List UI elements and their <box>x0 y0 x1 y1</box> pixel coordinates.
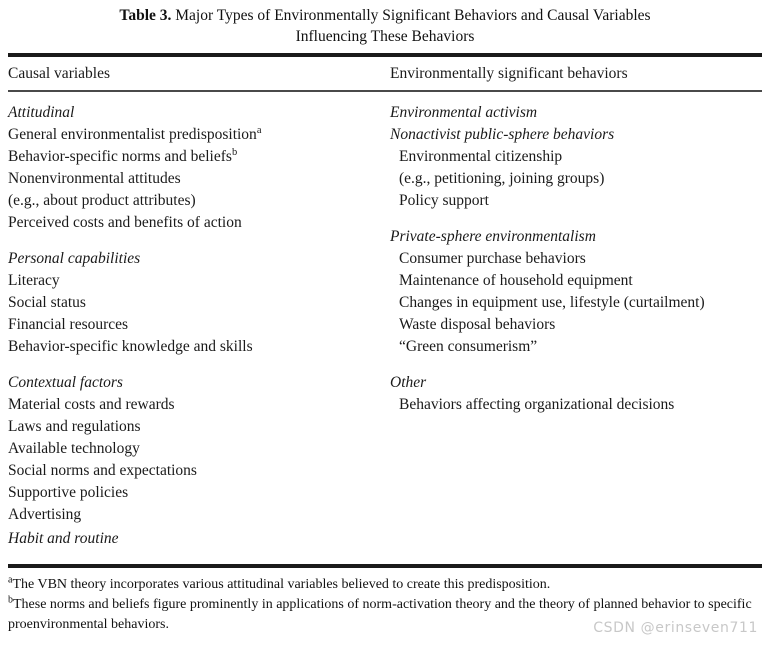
table-header-row <box>8 57 762 90</box>
table-title-line-1: Major Types of Environmentally Significant Behaviors and Causal Variables <box>175 7 651 24</box>
list-item: Nonenvironmental attitudes <box>8 170 181 187</box>
list-item: Policy support <box>399 192 489 209</box>
list-item: Social norms and expectations <box>8 462 197 479</box>
table-title-line-2: Influencing These Behaviors <box>295 28 475 45</box>
list-item: Advertising <box>8 506 82 523</box>
list-item: Behavior-specific knowledge and skills <box>8 338 253 355</box>
group-personal-capabilities <box>8 248 390 358</box>
list-item <box>8 146 390 168</box>
footnote-marker-b: b <box>231 146 238 158</box>
list-item: Environmental citizenship <box>399 148 563 165</box>
group-private-sphere-environmentalism <box>390 226 762 358</box>
list-item: Material costs and rewards <box>8 396 175 413</box>
list-item: Waste disposal behaviors <box>399 316 556 333</box>
footnote-marker-b-icon: b <box>8 594 13 606</box>
group-heading: Contextual factors <box>8 374 123 391</box>
footnote-marker-a-icon: a <box>8 574 13 586</box>
list-item: Literacy <box>8 272 60 289</box>
list-item: Supportive policies <box>8 484 129 501</box>
watermark: CSDN @erinseven711 <box>593 620 758 636</box>
list-item: Laws and regulations <box>8 418 141 435</box>
table-container <box>8 0 762 635</box>
group-other <box>390 372 762 416</box>
right-column <box>390 102 762 526</box>
group-environmental-activism <box>390 102 762 212</box>
footnote-a-text: The VBN theory incorporates various attitudinal variables believed to create this predisposition. <box>12 577 551 592</box>
group-contextual-factors <box>8 372 390 526</box>
footnote-b-text: These norms and beliefs figure prominently in applications of norm-activation theory and the theory of planned behavior to specific proenvironmental behaviors. <box>8 597 752 632</box>
list-item: (e.g., about product attributes) <box>8 192 196 209</box>
group-subheading: Nonactivist public-sphere behaviors <box>390 126 615 143</box>
footnote-a <box>8 575 756 595</box>
item-label: General environmentalist predisposition <box>8 126 257 143</box>
group-heading: Attitudinal <box>8 104 75 121</box>
list-item: Maintenance of household equipment <box>399 272 633 289</box>
group-heading: Environmental activism <box>390 104 538 121</box>
list-item: Changes in equipment use, lifestyle (curtailment) <box>399 294 705 311</box>
group-heading: Personal capabilities <box>8 250 141 267</box>
left-column <box>8 102 390 526</box>
table-number: Table 3. <box>119 7 172 24</box>
list-item <box>8 124 390 146</box>
item-label: Behavior-specific norms and beliefs <box>8 148 232 165</box>
table-caption <box>8 0 762 51</box>
group-attitudinal <box>8 102 390 234</box>
column-header-behaviors: Environmentally significant behaviors <box>390 65 628 82</box>
list-item: “Green consumerism” <box>399 338 538 355</box>
list-item: Available technology <box>8 440 140 457</box>
footnote-marker-a: a <box>256 124 262 136</box>
list-item: Financial resources <box>8 316 129 333</box>
list-item: Consumer purchase behaviors <box>399 250 586 267</box>
row-habit-and-routine: Habit and routine <box>8 530 119 547</box>
group-heading: Private-sphere environmentalism <box>390 228 596 245</box>
table-body <box>8 92 762 562</box>
list-item: (e.g., petitioning, joining groups) <box>399 170 605 187</box>
list-item: Behaviors affecting organizational decisions <box>399 396 675 413</box>
list-item: Perceived costs and benefits of action <box>8 214 242 231</box>
column-header-causal-variables: Causal variables <box>8 65 111 82</box>
group-heading: Other <box>390 374 427 391</box>
table-body-columns <box>8 102 762 526</box>
list-item: Social status <box>8 294 86 311</box>
